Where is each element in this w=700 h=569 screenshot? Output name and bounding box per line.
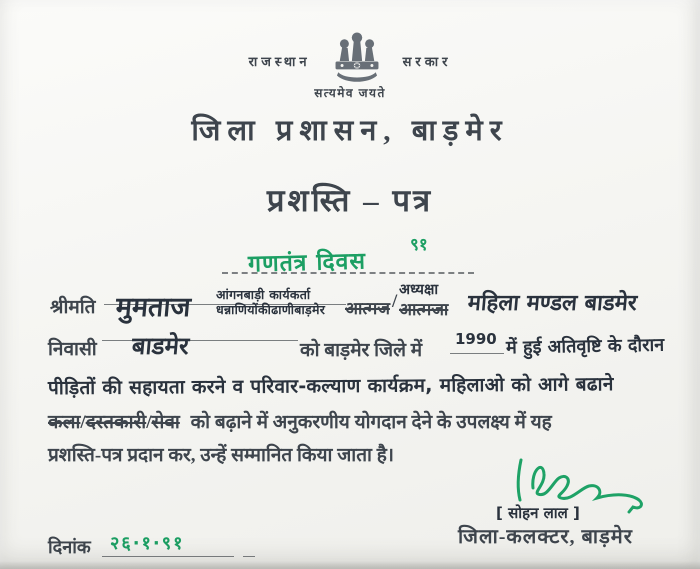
- occasion-year: ९१: [410, 235, 428, 255]
- recipient-name-handwritten: मुमताज: [114, 292, 192, 323]
- struck-option-seva: सेवा: [151, 412, 180, 433]
- state-name-left: राजस्थान: [248, 54, 311, 69]
- government-header: [0, 30, 700, 92]
- line2-suffix-handwritten: में हुई अतिवृष्टि के दौरान: [505, 334, 665, 359]
- separator-slash: /: [392, 291, 398, 312]
- inserted-word-handwritten: अध्यक्षा: [399, 282, 439, 298]
- line4-rest: को बढ़ाने में अनुकरणीय योगदान देने के उपलक्ष्य में यह: [190, 412, 552, 433]
- year-handwritten: 1990: [455, 330, 497, 348]
- signer-designation: जिला-कलक्टर, बाड़मेर: [458, 526, 633, 548]
- date-label: दिनांक: [48, 537, 91, 557]
- annotation-top: आंगनबाड़ी कार्यकर्ता: [216, 287, 311, 302]
- line1-suffix-handwritten: महिला मण्डल बाडमेर: [466, 291, 638, 316]
- line1-printed-prefix: श्रीमति: [50, 297, 96, 318]
- separator-slash: /: [146, 412, 152, 433]
- date-underline-dash: [243, 556, 255, 557]
- residence-handwritten: बाडमेर: [130, 332, 191, 360]
- certificate-heading: प्रशस्ति – पत्र: [266, 183, 434, 218]
- emblem-motto: सत्यमेव जयते: [314, 86, 386, 100]
- struck-option-kala: कला: [48, 412, 81, 433]
- struck-option-dastkari: दस्तकारी: [85, 412, 147, 433]
- body-line4-printed: [48, 408, 552, 434]
- signer-name-handwritten: [ सोहन लाल ]: [496, 504, 580, 522]
- scan-bottom-shadow: [0, 561, 700, 569]
- ashoka-emblem-icon: [329, 30, 385, 92]
- state-name-right: सरकार: [402, 54, 452, 69]
- body-line5-printed: प्रशस्ति-पत्र प्रदान कर, उन्हें सम्मानित किया जाता है।: [48, 445, 395, 466]
- separator-slash: /: [80, 412, 86, 433]
- struck-option-aatmaj: आत्मज: [345, 299, 390, 318]
- blank-line-year: [450, 353, 504, 354]
- body-line3-handwritten: पीड़ितों की सहायता करने व परिवार-कल्याण कार्यक्रम, महिलाओ को आगे बढाने: [47, 373, 614, 400]
- document-title: जिला प्रशासन, बाड़मेर: [191, 115, 509, 147]
- line2-printed-prefix: निवासी: [48, 339, 97, 360]
- date-underline: [102, 556, 234, 557]
- annotation-bottom: धन्नाणियोंकीढाणीबाड़मेर: [216, 302, 326, 317]
- line2-printed-mid: को बाड़मेर जिले में: [300, 340, 423, 361]
- occasion-text: गणतंत्र दिवस: [247, 248, 367, 278]
- recipient-annotation-handwritten: [216, 287, 325, 317]
- struck-option-aatmaja: आत्मजा: [399, 300, 449, 319]
- date-value-handwritten: २६·१·९१: [110, 533, 185, 554]
